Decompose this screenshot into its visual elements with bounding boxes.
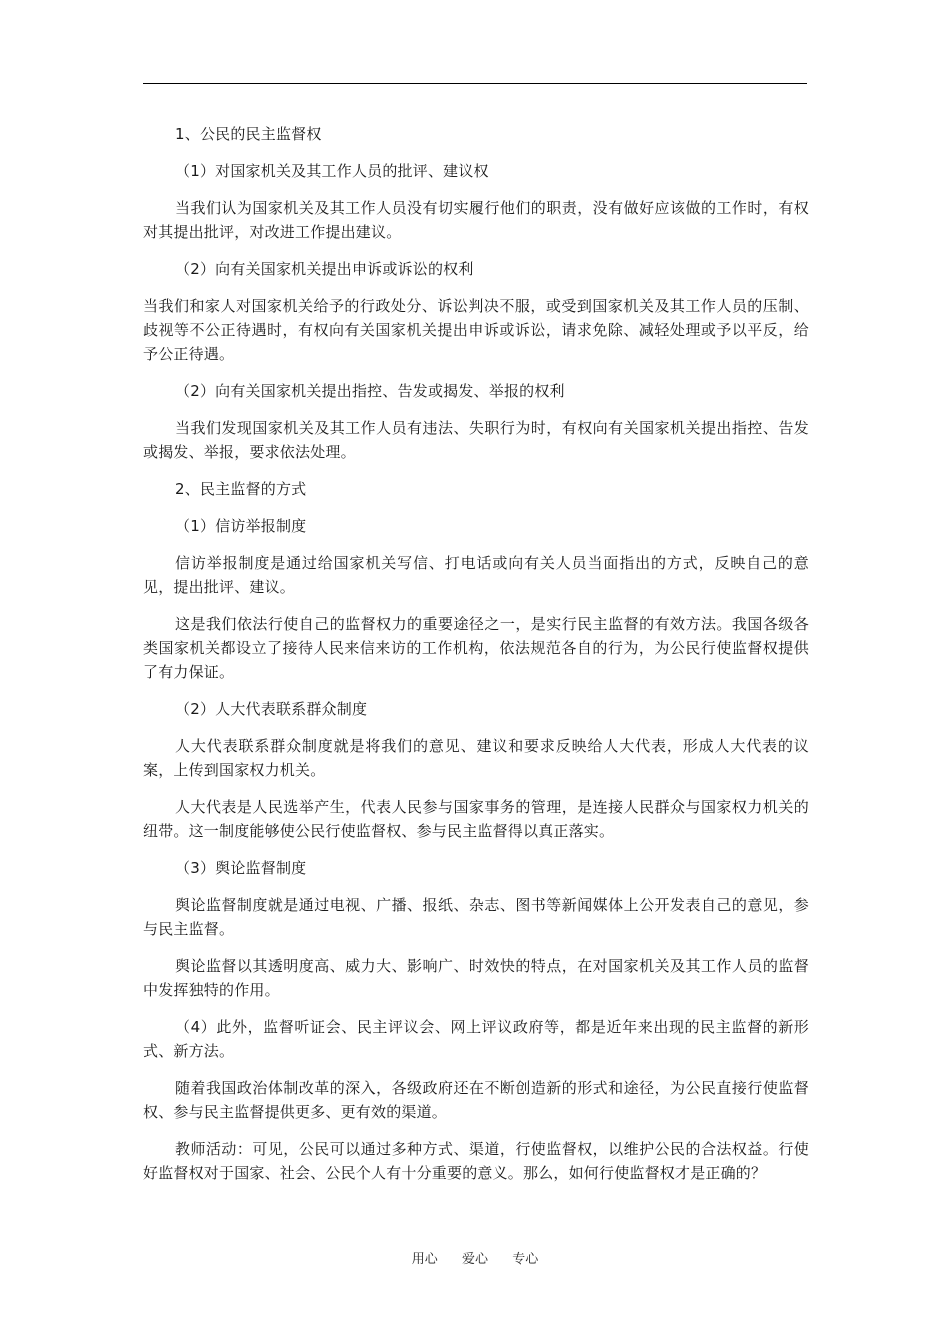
body-paragraph: 当我们发现国家机关及其工作人员有违法、失职行为时，有权向有关国家机关提出指控、告发或揭发、举报，要求依法处理。 [143,419,809,461]
body-paragraph: 教师活动：可见，公民可以通过多种方式、渠道，行使监督权，以维护公民的合法权益。行使好监督权对于国家、社会、公民个人有十分重要的意义。那么，如何行使监督权才是正确的？ [143,1140,809,1182]
body-paragraph: 舆论监督以其透明度高、威力大、影响广、时效快的特点，在对国家机关及其工作人员的监督中发挥独特的作用。 [143,957,809,999]
section-heading: 2、民主监督的方式 [175,480,307,498]
body-paragraph: 随着我国政治体制改革的深入，各级政府还在不断创造新的形式和途径，为公民直接行使监督权、参与民主监督提供更多、更有效的渠道。 [143,1079,809,1121]
header-rule [143,83,807,84]
body-paragraph: 舆论监督制度就是通过电视、广播、报纸、杂志、图书等新闻媒体上公开发表自己的意见，参与民主监督。 [143,896,809,938]
page-footer: 用心 爱心 专心 [411,1252,539,1267]
subsection-heading: （1）对国家机关及其工作人员的批评、建议权 [175,162,489,180]
subsection-heading: （1）信访举报制度 [175,517,307,535]
subsection-heading: （2）向有关国家机关提出指控、告发或揭发、举报的权利 [175,382,565,400]
subsection-heading: （2）向有关国家机关提出申诉或诉讼的权利 [175,260,474,278]
subsection-heading: （2）人大代表联系群众制度 [175,700,368,718]
subsection-heading: （3）舆论监督制度 [175,859,307,877]
body-paragraph: 人大代表联系群众制度就是将我们的意见、建议和要求反映给人大代表，形成人大代表的议案，上传到国家权力机关。 [143,737,809,779]
body-paragraph: 这是我们依法行使自己的监督权力的重要途径之一，是实行民主监督的有效方法。我国各级各类国家机关都设立了接待人民来信来访的工作机构，依法规范各自的行为，为公民行使监督权提供了有力保证。 [143,615,809,681]
body-paragraph: 当我们认为国家机关及其工作人员没有切实履行他们的职责，没有做好应该做的工作时，有权对其提出批评，对改进工作提出建议。 [143,199,809,241]
body-paragraph: 当我们和家人对国家机关给予的行政处分、诉讼判决不服，或受到国家机关及其工作人员的压制、歧视等不公正待遇时，有权向有关国家机关提出申诉或诉讼，请求免除、减轻处理或予以平反，给予公正待遇。 [143,297,809,363]
body-paragraph: （4）此外，监督听证会、民主评议会、网上评议政府等，都是近年来出现的民主监督的新形式、新方法。 [143,1018,809,1060]
section-heading: 1、公民的民主监督权 [175,125,322,143]
body-paragraph: 人大代表是人民选举产生，代表人民参与国家事务的管理，是连接人民群众与国家权力机关的纽带。这一制度能够使公民行使监督权、参与民主监督得以真正落实。 [143,798,809,840]
body-paragraph: 信访举报制度是通过给国家机关写信、打电话或向有关人员当面指出的方式，反映自己的意见，提出批评、建议。 [143,554,809,596]
document-body [143,122,809,1198]
